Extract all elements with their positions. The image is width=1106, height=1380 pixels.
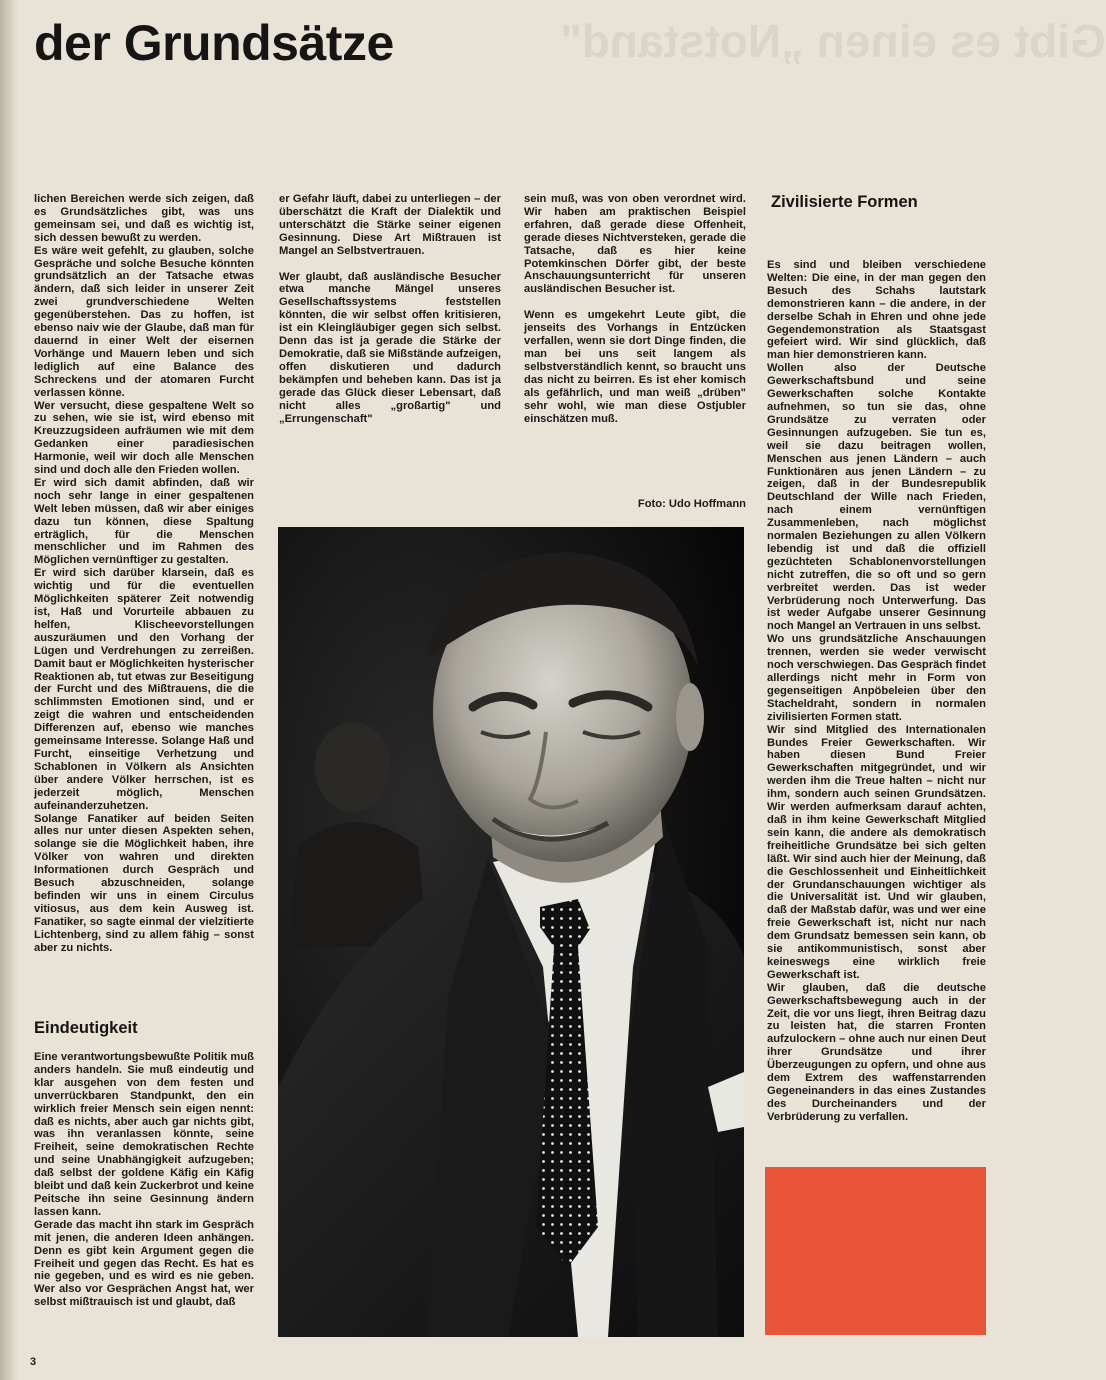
subheading-zivilisierte-formen: Zivilisierte Formen	[771, 193, 918, 211]
portrait-photo	[278, 527, 744, 1337]
column-1-eindeutigkeit	[34, 1051, 254, 1309]
red-color-block	[765, 1167, 986, 1335]
headline: der Grundsätze	[34, 15, 394, 71]
paragraph: Wenn es umgekehrt Leute gibt, die jenseits des Vorhangs in Entzücken verfallen, wenn sie dort Dinge finden, die man bei uns seit langem als selbstverständlich kennt, so braucht uns das nicht zu beirren. Es ist eher komisch als gefährlich, und man weiß „drüben" sehr wohl, wie man diese Ostjubler einschätzen muß.	[524, 309, 746, 425]
paragraph: Gerade das macht ihn stark im Gespräch mit jenen, die anderen Ideen anhängen. Denn es gibt kein Argument gegen die Freiheit und gegen das Recht. Es hat es nie gegeben, und es wird es nie geben. Wer also vor Gesprächen Angst hat, wer selbst mißtrauisch ist und glaubt, daß	[34, 1218, 254, 1309]
column-2	[279, 193, 501, 425]
paragraph: Wer glaubt, daß ausländische Besucher etwa manche Mängel unseres Gesellschaftssystems feststellen könnten, die wir selbst offen kritisieren, ist ein Kleingläubiger gegen sich selbst. Denn das ist ja gerade die Stärke der Demokratie, daß sie Mißstände aufzeigen, offen diskutieren und dadurch bekämpfen und beheben kann. Das ist ja gerade das Glück dieser Lebensart, daß nicht alles „großartig" und „Errungenschaft"	[279, 270, 501, 425]
column-3	[524, 193, 746, 425]
reverse-side-showthrough: Gibt es einen „Notstand"	[560, 15, 1106, 67]
photo-credit: Foto: Udo Hoffmann	[637, 498, 746, 510]
paragraph: er Gefahr läuft, dabei zu unterliegen – der überschätzt die Kraft der Dialektik und unterschätzt die Stärke seiner eigenen Gesinnung. Diese Art Mißtrauen ist Mangel an Selbstvertrauen.	[279, 193, 501, 257]
paragraph: Wer versucht, diese gespaltene Welt so zu sehen, wie sie ist, wird ebenso mit Kreuzzugsideen aufräumen wie mit dem Gedanken einer paradiesischen Harmonie, weil wir doch alle Menschen sind und doch alle den Frieden wollen.	[34, 399, 254, 477]
paragraph: Wo uns grundsätzliche Anschauungen trennen, werden sie weder verwischt noch verschwiegen. Das Gespräch findet allerdings nicht mehr in Form von gegenseitigen Anpöbeleien über den Stacheldraht, sondern in normalen zivilisierten Formen statt.	[767, 633, 986, 723]
portrait-illustration	[278, 527, 744, 1337]
paragraph: Eine verantwortungsbewußte Politik muß anders handeln. Sie muß eindeutig und klar ausgehen von dem festen und unverrückbaren Standpunkt, den ein wirklich freier Mensch sein eigen nennt: daß es nichts, aber auch gar nichts gibt, was ihn veranlassen könnte, seine Freiheit, seine demokratischen Rechte und seine Unabhängigkeit aufzugeben; daß selbst der goldene Käfig ein Käfig bleibt und daß kein Zuckerbrot und keine Peitsche ihn seine Gesinnung ändern lassen kann.	[34, 1051, 254, 1218]
column-4	[767, 259, 986, 1124]
paragraph: sein muß, was von oben verordnet wird. Wir haben am praktischen Beispiel erfahren, daß gerade diese Offenheit, gerade dieses Nichtversteken, gerade die Tatsache, daß es hier keine Potemkinschen Dörfer gibt, der beste Anschauungsunterricht für unseren ausländischen Besucher ist.	[524, 193, 746, 296]
paragraph: Er wird sich damit abfinden, daß wir noch sehr lange in einer gespaltenen Welt leben müssen, daß wir aber einiges dazu tun können, diese Spaltung erträglich, für die Menschen menschlicher und im Rahmen des Möglichen vernünftiger zu gestalten.	[34, 476, 254, 567]
paragraph: Es sind und bleiben verschiedene Welten: Die eine, in der man gegen den Besuch des Schahs lautstark demonstrieren kann – die andere, in der derselbe Schah in Ehren und ohne jede Gegendemonstration als Staatsgast gefeiert wird. Wir sind glücklich, daß man hier demonstrieren kann.	[767, 259, 986, 362]
paragraph: Wir sind Mitglied des Internationalen Bundes Freier Gewerkschaften. Wir haben diesen Bund Freier Gewerkschaften mitgegründet, und wir werden ihm die Treue halten – nicht nur ihm, sondern auch seinen Grundsätzen. Wir werden aufmerksam darauf achten, daß in ihm keine Gewerkschaft Mitglied sein kann, die andere als demokratisch freiheitliche Grundsätze bei sich gelten läßt. Wir sind auch hier der Meinung, daß die Geschlossenheit und Einheitlichkeit der Grundanschauungen wichtiger als die Universalität ist. Und wir glauben, daß der Maßstab dafür, was und wer eine freie Gewerkschaft ist, nicht nur nach dem Grundsatz bemessen sein kann, ob sie antikommunistisch, sonst aber keineswegs eine wirklich freie Gewerkschaft ist.	[767, 723, 986, 981]
paragraph: Wollen also der Deutsche Gewerkschaftsbund und seine Gewerkschaften solche Kontakte aufnehmen, so tun sie das, ohne Grundsätze zu verraten oder Gesinnungen aufzugeben. Sie tun es, weil sie dazu beitragen wollen, Menschen aus jenen Ländern – auch Funktionären aus jenen Ländern – zu zeigen, daß in der Bundesrepublik Deutschland der Wille nach Frieden, nach einem vernünftigen Zusammenleben, nach möglichst normalen Beziehungen zu allen Völkern lebendig ist und daß die offiziell gezüchteten Schablonenvorstellungen nicht zutreffen, die so oft und so gern verbreitet werden. Das ist weder Verbrüderung noch Unterwerfung. Das ist weder Aufgabe unserer Gesinnung noch Mangel an Vertrauen in uns selbst.	[767, 362, 986, 633]
paragraph: Es wäre weit gefehlt, zu glauben, solche Gespräche und solche Besuche könnten grundsätzlich an der Tatsache etwas ändern, daß sich leider in unserer Zeit zwei grundverschiedene Welten gegenüberstehen. Das zu hoffen, ist ebenso naiv wie der Glaube, daß man für dauernd in einer Welt der eisernen Vorhänge und Mauern leben und sich lediglich auf eine Balance des Schreckens und der atomaren Furcht verlassen könne.	[34, 244, 254, 399]
paragraph: Solange Fanatiker auf beiden Seiten alles nur unter diesen Aspekten sehen, solange sie die Möglichkeit haben, ihre Völker von wahren und direkten Informationen durch Gespräch und Besuch abzuschneiden, solange befinden wir uns in einem Circulus vitiosus, aus dem kein Ausweg ist. Fanatiker, so sagte einmal der vielzitierte Lichtenberg, sind zu allem fähig – sonst aber zu nichts.	[34, 812, 254, 954]
page-gutter-shadow	[0, 0, 18, 1380]
column-1	[34, 193, 254, 954]
page-number: 3	[30, 1356, 37, 1368]
paragraph: lichen Bereichen werde sich zeigen, daß es Grundsätzliches gibt, was uns gemeinsam sei, und daß es wichtig ist, sich dessen bewußt zu werden.	[34, 193, 254, 244]
subheading-eindeutigkeit: Eindeutigkeit	[34, 1019, 138, 1037]
paragraph: Er wird sich darüber klarsein, daß es wichtig und für die eventuellen Möglichkeiten späterer Zeit notwendig ist, Haß und Vorurteile abbauen zu helfen, Klischeevorstellungen auszuräumen und den Vorhang der Lügen und Verdrehungen zu zerreißen. Damit baut er Möglichkeiten hysterischer Reaktionen ab, tut etwas zur Beseitigung der Furcht und des Mißtrauens, die die schlimmsten Emotionen sind, und er zeigt die wahren und entscheidenden Differenzen auf, ebenso wie manches gemeinsame Interesse. Solange Haß und Furcht, einseitige Verhetzung und Schablonen in Völkern als Ansichten über andere Völker herrschen, ist es jederzeit möglich, Menschen aufeinanderzuhetzen.	[34, 567, 254, 812]
paragraph: Wir glauben, daß die deutsche Gewerkschaftsbewegung auch in der Zeit, die vor uns liegt, ihren Beitrag dazu zu leisten hat, die starren Fronten aufzulockern – ohne auch nur einen Deut ihrer Grundsätze und ihrer Überzeugungen zu opfern, und ohne aus dem Extrem des waffenstarrenden Gegeneinanders in das eines Zustandes des Durcheinanders und der Verbrüderung zu verfallen.	[767, 981, 986, 1123]
